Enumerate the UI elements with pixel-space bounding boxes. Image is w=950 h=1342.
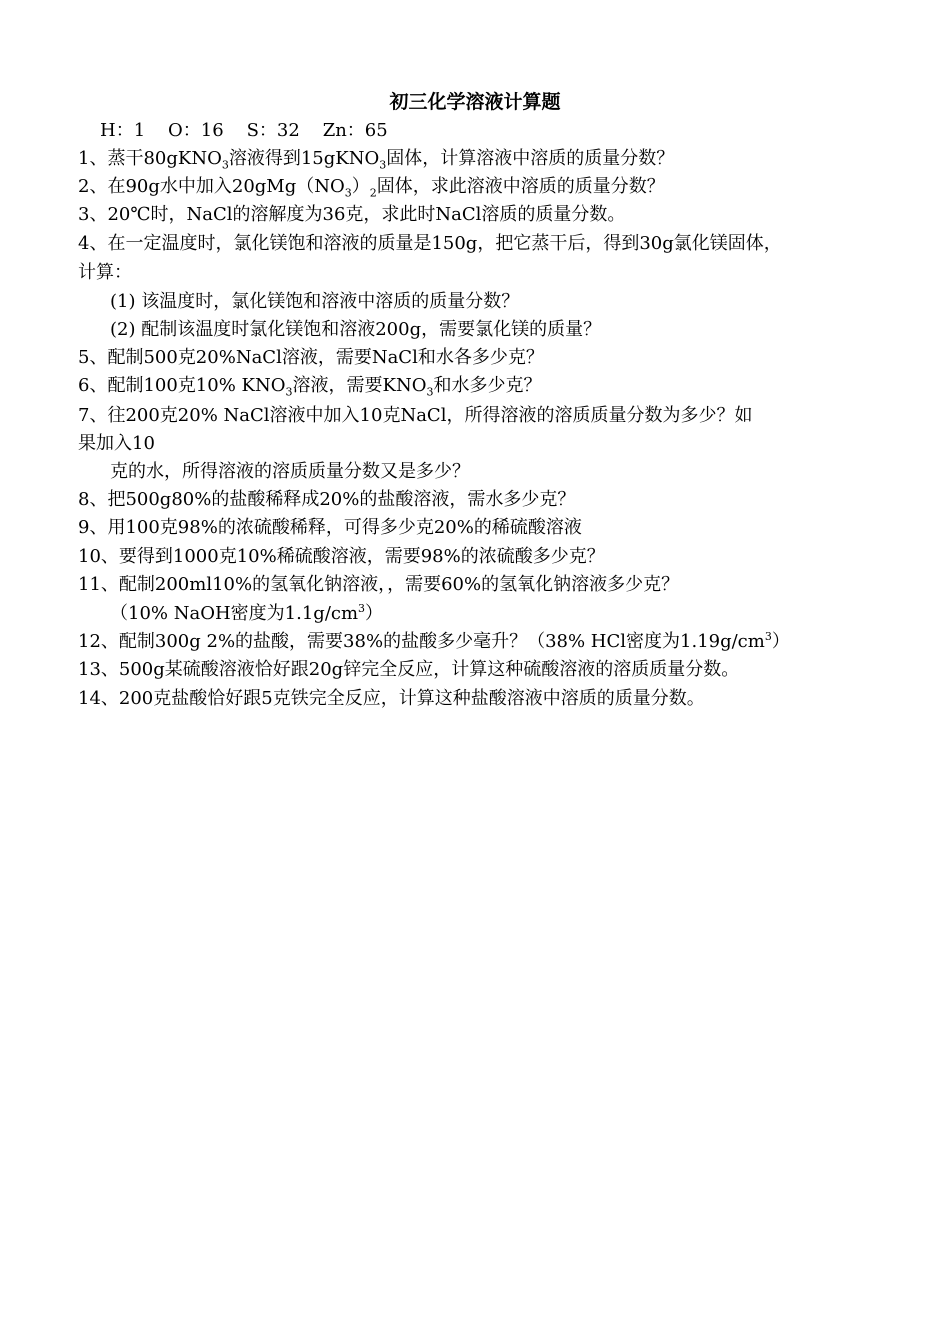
question-7-line-2: 果加入10: [78, 433, 155, 454]
question-11-line-1: 11、配制200ml10%的氢氧化钠溶液，，需要60%的氢氧化钠溶液多少克？: [78, 574, 680, 595]
question-5: 5、配制500克20%NaCl溶液，需要NaCl和水各多少克？: [78, 347, 544, 368]
question-11-line-2: （10% NaOH密度为$1.1g/cm^3$）: [110, 602, 384, 624]
question-3: 3、20℃时，NaCl的溶解度为36克，求此时NaCl溶质的质量分数。: [78, 204, 626, 225]
atomic-masses: H：1 O：16 S：32 Zn：65: [100, 120, 388, 141]
question-12: 12、配制300g 2%的盐酸，需要38%的盐酸多少毫升？（38% HCl密度为$1.19g/cm^3$）: [78, 630, 790, 652]
question-13: 13、500g某硫酸溶液恰好跟20g锌完全反应，计算这种硫酸溶液的溶质质量分数。: [78, 659, 740, 680]
question-7-line-3: 克的水，所得溶液的溶质质量分数又是多少？: [110, 461, 470, 482]
page-title: 初三化学溶液计算题: [389, 91, 561, 113]
question-4-part-1: (1) 该温度时，氯化镁饱和溶液中溶质的质量分数？: [110, 291, 520, 312]
question-4-part-2: (2) 配制该温度时氯化镁饱和溶液200g，需要氯化镁的质量？: [110, 319, 602, 340]
question-14: 14、200克盐酸恰好跟5克铁完全反应，计算这种盐酸溶液中溶质的质量分数。: [78, 688, 705, 709]
question-10: 10、要得到1000克10%稀硫酸溶液，需要98%的浓硫酸多少克？: [78, 546, 605, 567]
question-8: 8、把500g80%的盐酸稀释成20%的盐酸溶液，需水多少克？: [78, 489, 576, 510]
question-2: 2、在90g水中加入$20gMg(NO_3)_2$固体，求此溶液中溶质的质量分数？: [78, 176, 665, 200]
question-4-line-2: 计算：: [78, 262, 132, 283]
question-6: 6、配制100克10% $KNO_3$溶液，需要$KNO_3$和水多少克？: [78, 375, 542, 399]
question-4-line-1: 4、在一定温度时，氯化镁饱和溶液的质量是150g，把它蒸干后，得到30g氯化镁固体，: [78, 233, 782, 254]
question-1: 1、蒸干80gKNO$_3$溶液得到15gKNO$_3$固体，计算溶液中溶质的质量分数？: [78, 148, 675, 172]
question-9: 9、用100克98%的浓硫酸稀释，可得多少克20%的稀硫酸溶液: [78, 517, 582, 538]
question-7-line-1: 7、往200克20% NaCl溶液中加入10克NaCl，所得溶液的溶质质量分数为多少？如: [78, 405, 753, 426]
